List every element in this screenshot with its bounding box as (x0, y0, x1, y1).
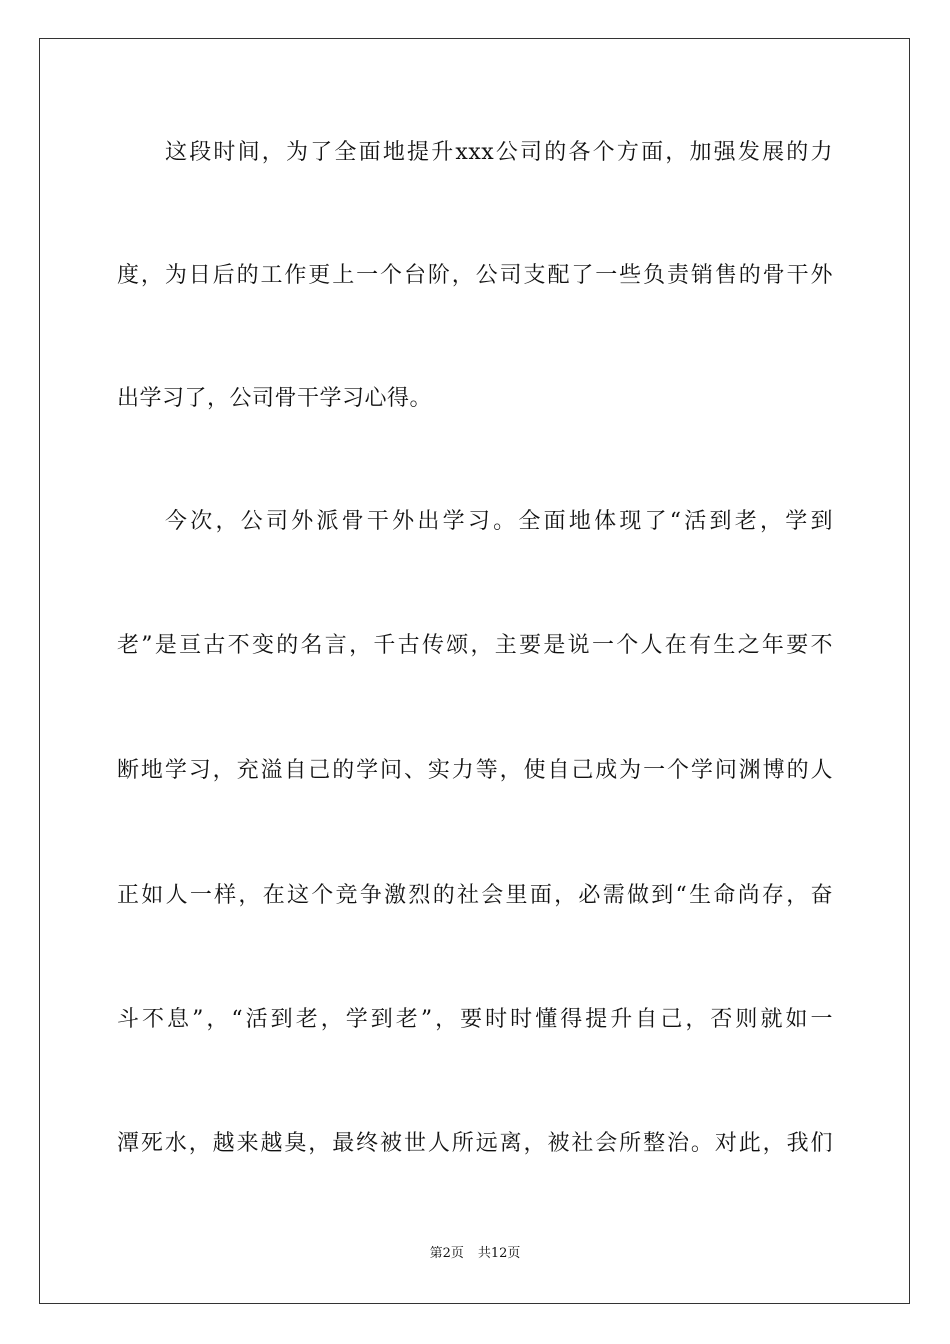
paragraph-2-line-3: 断地学习，充溢自己的学问、实力等，使自己成为一个学问渊博的人 (117, 758, 833, 783)
paragraph-2-line-2: 老”是亘古不变的名言，千古传颂，主要是说一个人在有生之年要不 (117, 633, 833, 658)
paragraph-2-line-1: 今次，公司外派骨干外出学习。全面地体现了“活到老，学到 (165, 509, 833, 534)
paragraph-2-line-6: 潭死水，越来越臭，最终被世人所远离，被社会所整治。对此，我们 (117, 1131, 833, 1156)
page-footer (0, 1245, 950, 1263)
page-number: 第2页 (429, 1246, 464, 1261)
page-border (39, 38, 910, 1304)
paragraph-1-line-2: 度，为日后的工作更上一个台阶，公司支配了一些负责销售的骨干外 (117, 263, 833, 288)
paragraph-1-line-3: 出学习了，公司骨干学习心得。 (117, 386, 433, 411)
page-total: 共12页 (477, 1246, 521, 1261)
paragraph-1-line-1: 这段时间，为了全面地提升xxx公司的各个方面，加强发展的力 (165, 140, 833, 165)
paragraph-2-line-4: 正如人一样，在这个竞争激烈的社会里面，必需做到“生命尚存，奋 (117, 883, 833, 908)
paragraph-2-line-5: 斗不息”，“活到老，学到老”，要时时懂得提升自己，否则就如一 (117, 1007, 833, 1032)
